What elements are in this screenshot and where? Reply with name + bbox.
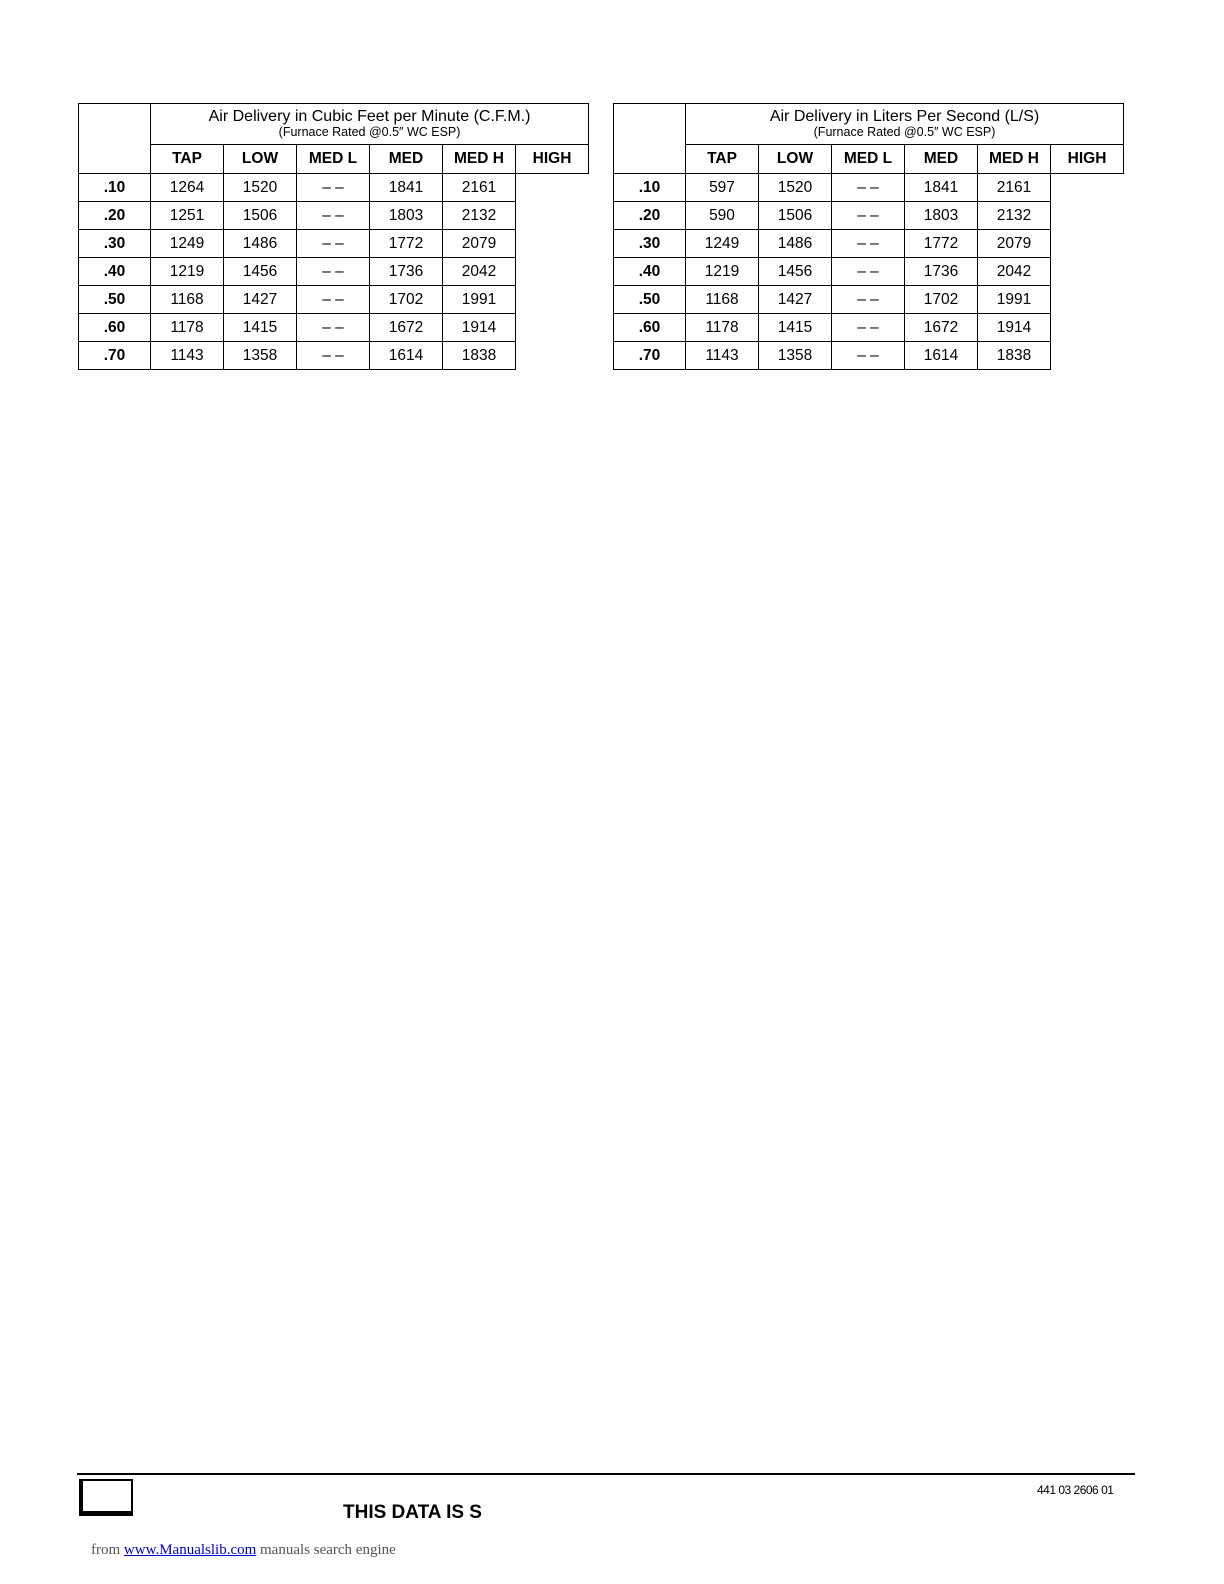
tap-cell: .20 [614, 202, 686, 230]
source-prefix: from [91, 1542, 121, 1558]
table-cell: – – [297, 286, 370, 314]
table-cell: 1415 [224, 314, 297, 342]
ls-air-delivery-table [613, 103, 1124, 370]
table-title: Air Delivery in Liters Per Second (L/S) [769, 108, 1040, 126]
table-cell: 1772 [905, 230, 978, 258]
table-row [614, 202, 1124, 230]
column-header-tap: TAP [686, 145, 759, 174]
table-cell: 1168 [686, 286, 759, 314]
table-cell: 1168 [151, 286, 224, 314]
table-cell: 2079 [443, 230, 516, 258]
table-row [614, 174, 1124, 202]
table-cell: 2042 [443, 258, 516, 286]
table-title: Air Delivery in Cubic Feet per Minute (C.F.M.) [208, 108, 531, 126]
table-cell: 1456 [759, 258, 832, 286]
table-cell: 2079 [978, 230, 1051, 258]
document-number: 441 03 2606 01 [1037, 1483, 1114, 1497]
table-cell: 1702 [370, 286, 443, 314]
table-row [79, 314, 589, 342]
column-header-med-l: MED L [297, 145, 370, 174]
cfm-air-delivery-table [78, 103, 589, 370]
table-cell: 1838 [443, 342, 516, 370]
table-cell: 2132 [443, 202, 516, 230]
table-cell: – – [832, 286, 905, 314]
table-cell: 1991 [978, 286, 1051, 314]
table-cell: 1219 [686, 258, 759, 286]
footer-notice: THIS DATA IS S [343, 1502, 482, 1523]
tap-cell: .10 [614, 174, 686, 202]
table-cell: 1249 [151, 230, 224, 258]
table-cell: – – [297, 314, 370, 342]
table-cell: 1803 [905, 202, 978, 230]
column-header-low: LOW [224, 145, 297, 174]
manualslib-link[interactable]: www.Manualslib.com [123, 1542, 257, 1558]
tap-cell: .50 [614, 286, 686, 314]
table-cell: – – [832, 230, 905, 258]
table-cell: 1358 [224, 342, 297, 370]
tap-cell: .20 [79, 202, 151, 230]
tap-cell: .70 [614, 342, 686, 370]
table-row [79, 230, 589, 258]
table-cell: 1486 [224, 230, 297, 258]
table-cell: 1520 [759, 174, 832, 202]
table-title-cell [151, 104, 589, 145]
table-cell: 590 [686, 202, 759, 230]
table-cell: 1143 [686, 342, 759, 370]
column-header-high: HIGH [1051, 145, 1124, 174]
table-row [614, 342, 1124, 370]
table-row [79, 174, 589, 202]
table-title-cell [686, 104, 1124, 145]
tap-cell: .30 [79, 230, 151, 258]
table-cell: 1772 [370, 230, 443, 258]
table-cell: 1672 [905, 314, 978, 342]
tap-cell: .30 [614, 230, 686, 258]
table-cell: 1672 [370, 314, 443, 342]
table-cell: 1736 [370, 258, 443, 286]
table-cell: – – [297, 202, 370, 230]
table-row [614, 258, 1124, 286]
column-header-tap: TAP [151, 145, 224, 174]
table-cell: 1803 [370, 202, 443, 230]
tap-cell: .40 [614, 258, 686, 286]
column-header-med-h: MED H [978, 145, 1051, 174]
table-subtitle: (Furnace Rated @0.5″ WC ESP) [278, 124, 461, 139]
column-header-med: MED [905, 145, 978, 174]
table-cell: 1143 [151, 342, 224, 370]
table-cell: – – [832, 202, 905, 230]
tap-cell: .10 [79, 174, 151, 202]
tap-cell: .40 [79, 258, 151, 286]
table-subtitle: (Furnace Rated @0.5″ WC ESP) [813, 124, 996, 139]
table-cell: 1991 [443, 286, 516, 314]
column-header-med: MED [370, 145, 443, 174]
table-cell: 1841 [370, 174, 443, 202]
table-cell: 1251 [151, 202, 224, 230]
page-number-box [79, 1479, 133, 1516]
table-cell: 1702 [905, 286, 978, 314]
table-row [79, 258, 589, 286]
column-header-high: HIGH [516, 145, 589, 174]
table-cell: 1914 [978, 314, 1051, 342]
source-suffix: manuals search engine [260, 1542, 396, 1558]
table-cell: 1178 [686, 314, 759, 342]
table-cell: – – [832, 342, 905, 370]
table-cell: 597 [686, 174, 759, 202]
table-cell: – – [297, 258, 370, 286]
table-cell: – – [832, 258, 905, 286]
table-cell: – – [297, 174, 370, 202]
table-cell: 1264 [151, 174, 224, 202]
table-cell: 1841 [905, 174, 978, 202]
table-cell: 1914 [443, 314, 516, 342]
column-header-low: LOW [759, 145, 832, 174]
table-cell: 2161 [443, 174, 516, 202]
column-header-med-l: MED L [832, 145, 905, 174]
table-cell: 1358 [759, 342, 832, 370]
tap-cell: .50 [79, 286, 151, 314]
source-attribution [91, 1542, 396, 1559]
table-cell: 2161 [978, 174, 1051, 202]
table-cell: 1427 [759, 286, 832, 314]
table-cell: 2132 [978, 202, 1051, 230]
table-row [79, 286, 589, 314]
table-cell: – – [297, 342, 370, 370]
table-row [79, 202, 589, 230]
table-cell: 1736 [905, 258, 978, 286]
table-row [79, 342, 589, 370]
table-cell: 1178 [151, 314, 224, 342]
blank-side-column [79, 104, 151, 174]
table-cell: 1427 [224, 286, 297, 314]
table-cell: 1415 [759, 314, 832, 342]
table-row [614, 314, 1124, 342]
table-row [614, 286, 1124, 314]
blank-side-column [614, 104, 686, 174]
tap-cell: .70 [79, 342, 151, 370]
table-cell: 1486 [759, 230, 832, 258]
table-cell: 1838 [978, 342, 1051, 370]
table-row [614, 230, 1124, 258]
tap-cell: .60 [614, 314, 686, 342]
table-cell: 1520 [224, 174, 297, 202]
table-cell: 1506 [759, 202, 832, 230]
table-cell: 1614 [370, 342, 443, 370]
table-cell: 1249 [686, 230, 759, 258]
table-cell: 1614 [905, 342, 978, 370]
table-cell: – – [832, 314, 905, 342]
table-cell: 1219 [151, 258, 224, 286]
footer-divider [77, 1473, 1135, 1475]
table-cell: – – [297, 230, 370, 258]
table-cell: 1506 [224, 202, 297, 230]
tap-cell: .60 [79, 314, 151, 342]
table-cell: – – [832, 174, 905, 202]
table-cell: 1456 [224, 258, 297, 286]
table-cell: 2042 [978, 258, 1051, 286]
column-header-med-h: MED H [443, 145, 516, 174]
